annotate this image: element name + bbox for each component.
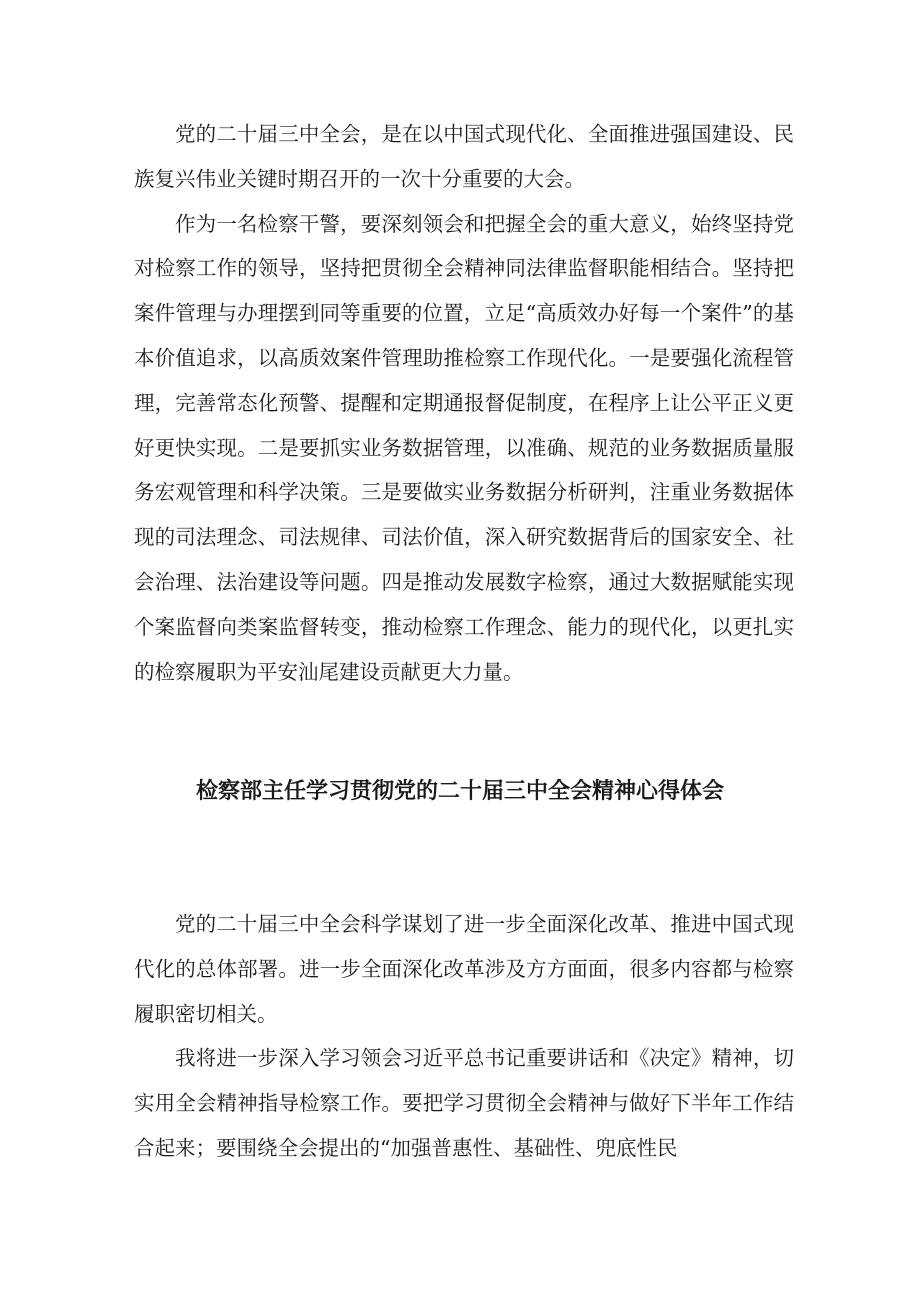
paragraph: 我将进一步深入学习领会习近平总书记重要讲话和《决定》精神，切实用全会精神指导检察工作。要把学习贯彻全会精神与做好下半年工作结合起来；要围绕全会提出的“加强普惠性、基础性、兜底性民: [134, 1046, 794, 1160]
section-two: [134, 902, 794, 1171]
paragraph: 作为一名检察干警，要深刻领会和把握全会的重大意义，始终坚持党对检察工作的领导，坚持把贯彻全会精神同法律监督职能相结合。坚持把案件管理与办理摆到同等重要的位置，立足“高质效办好每一个案件”的基本价值追求，以高质效案件管理助推检察工作现代化。一是要强化流程管理，完善常态化预警、提醒和定期通报督促制度，在程序上让公平正义更好更快实现。二是要抓实业务数据管理，以准确、规范的业务数据质量服务宏观管理和科学决策。三是要做实业务数据分析研判，注重业务数据体现的司法理念、司法规律、司法价值，深入研究数据背后的国家安全、社会治理、法治建设等问题。四是推动发展数字检察，通过大数据赋能实现个案监督向类案监督转变，推动检察工作理念、能力的现代化，以更扎实的检察履职为平安汕尾建设贡献更大力量。: [134, 211, 794, 684]
paragraph: 党的二十届三中全会，是在以中国式现代化、全面推进强国建设、民族复兴伟业关键时期召开的一次十分重要的大会。: [134, 122, 794, 191]
article-title: 检察部主任学习贯彻党的二十届三中全会精神心得体会: [195, 779, 724, 804]
paragraph: 党的二十届三中全会科学谋划了进一步全面深化改革、推进中国式现代化的总体部署。进一步全面深化改革涉及方方面面，很多内容都与检察履职密切相关。: [134, 912, 794, 1026]
section-one: [134, 112, 794, 694]
